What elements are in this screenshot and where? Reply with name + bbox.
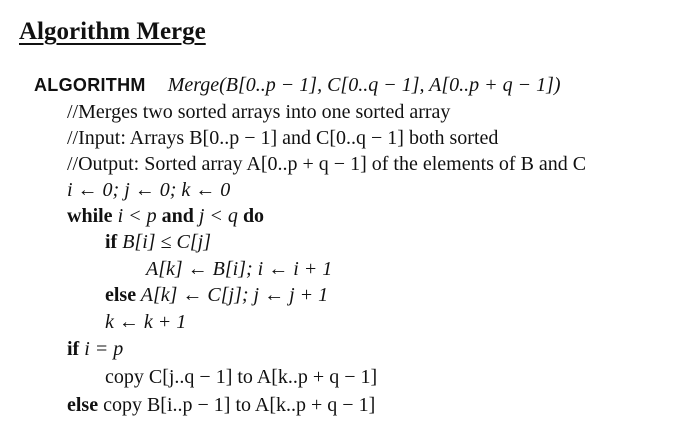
- comment-line-3: //Output: Sorted array A[0..p + q − 1] of the elements of B and C: [67, 153, 587, 175]
- if-line: [105, 229, 211, 255]
- if-keyword: if: [105, 231, 118, 253]
- do-keyword: do: [242, 205, 265, 227]
- algorithm-signature: Merge(B[0..p − 1], C[0..q − 1], A[0..p + q − 1]): [167, 74, 561, 96]
- copy-b-statement: copy B[i..p − 1] to A[k..p + q − 1]: [98, 394, 376, 416]
- else-keyword: else: [105, 284, 137, 306]
- comment-line-1: //Merges two sorted arrays into one sorted array: [67, 101, 451, 123]
- else-copy-line: [67, 392, 375, 418]
- assign-c-statement: A[k] ← C[j]; j ← j + 1: [136, 284, 329, 306]
- while-line: [67, 203, 264, 229]
- algorithm-header: [34, 72, 561, 98]
- init-line: i ← 0; j ← 0; k ← 0: [67, 179, 231, 201]
- if-keyword-2: if: [67, 338, 80, 360]
- else-keyword-2: else: [67, 394, 99, 416]
- copy-c-line: copy C[j..q − 1] to A[k..p + q − 1]: [105, 366, 378, 388]
- if-condition: B[i] ≤ C[j]: [117, 231, 211, 253]
- page-title: Algorithm Merge: [19, 18, 206, 45]
- else-line: [105, 282, 328, 308]
- while-condition-1: i < p: [112, 205, 162, 227]
- algorithm-keyword: ALGORITHM: [34, 75, 146, 95]
- if-condition-2: i = p: [79, 338, 124, 360]
- comment-line-2: //Input: Arrays B[0..p − 1] and C[0..q − 1] both sorted: [67, 127, 499, 149]
- while-keyword: while: [67, 205, 113, 227]
- assign-b-line: A[k] ← B[i]; i ← i + 1: [146, 258, 333, 280]
- increment-k-line: k ← k + 1: [105, 311, 187, 333]
- and-keyword: and: [161, 205, 194, 227]
- while-condition-2: j < q: [193, 205, 243, 227]
- if-i-equals-p-line: [67, 336, 123, 362]
